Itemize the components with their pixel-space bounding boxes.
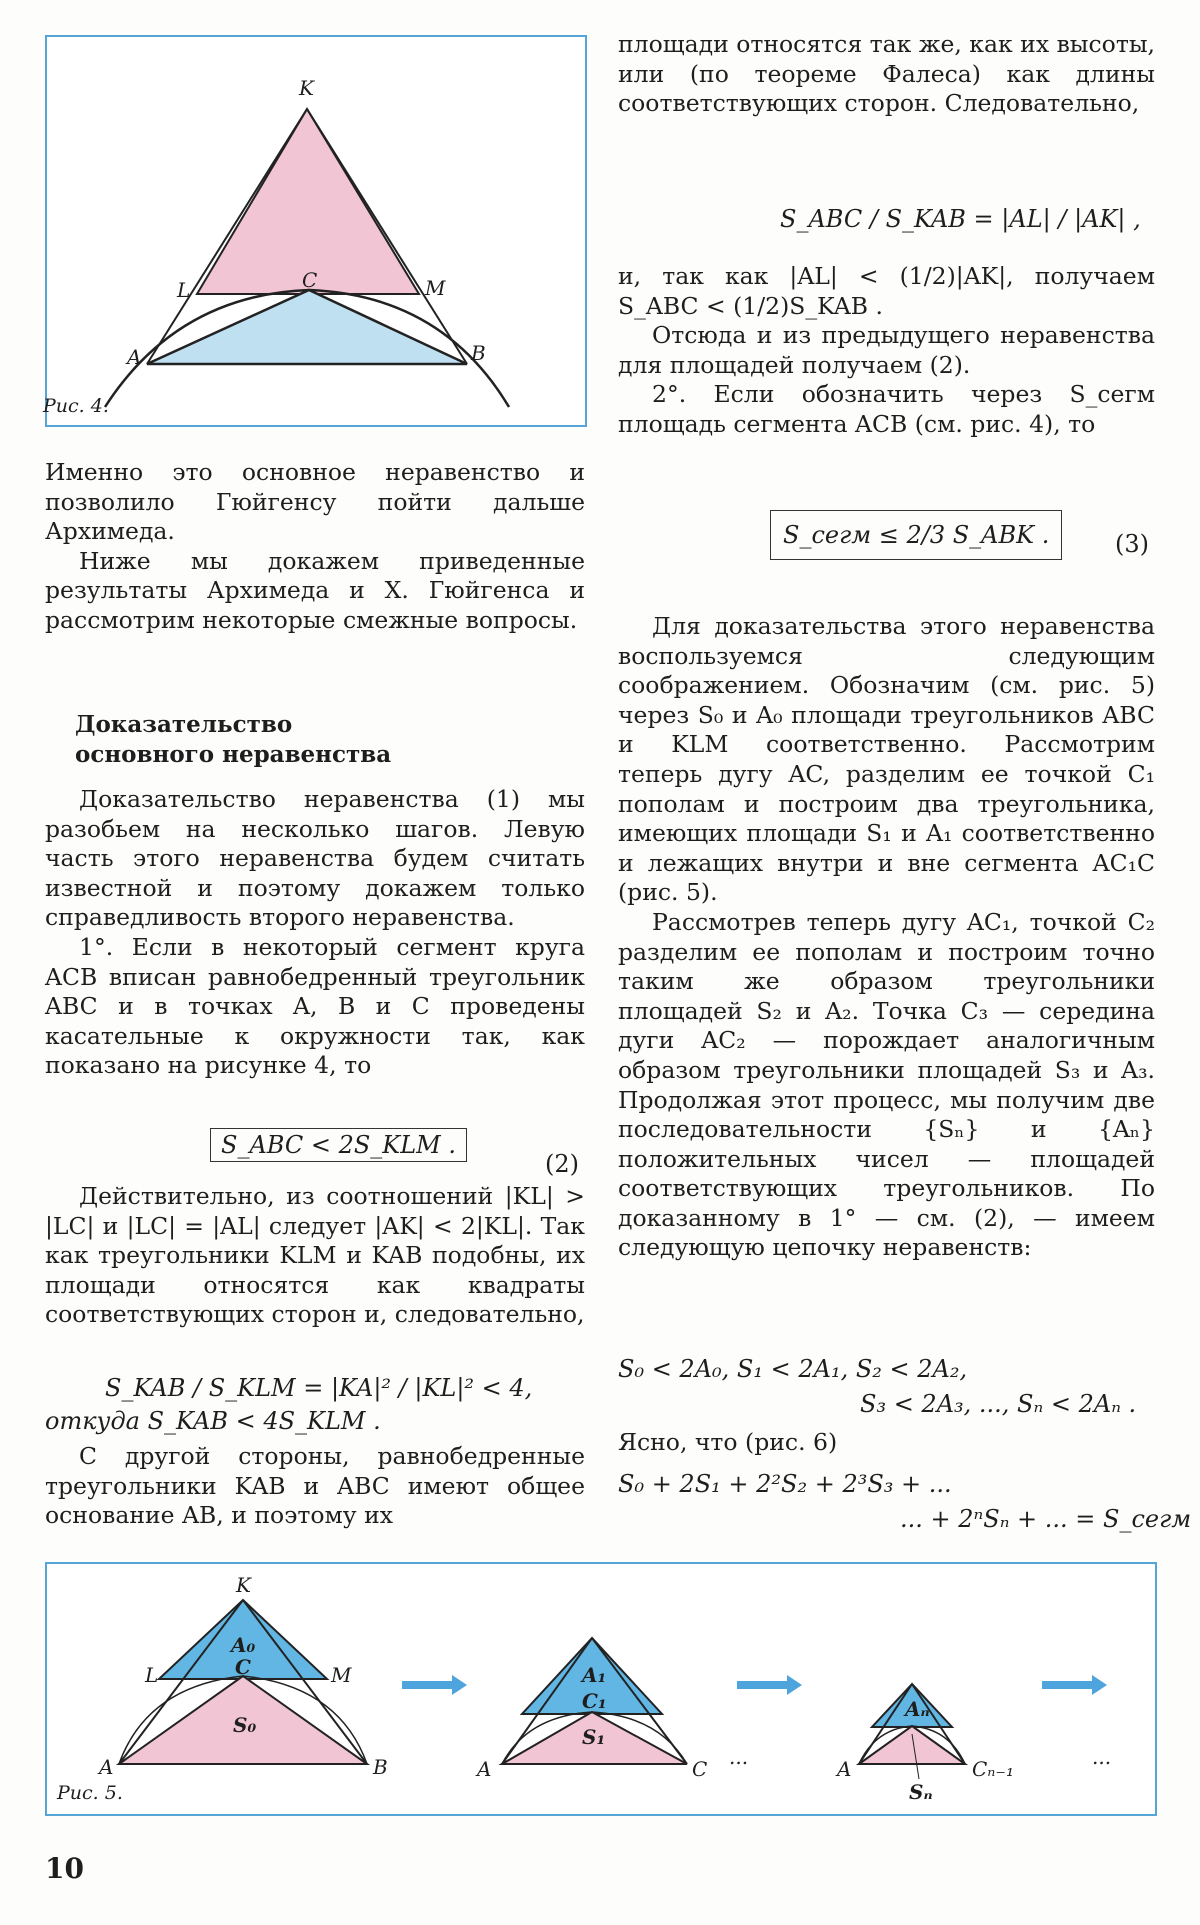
inequality-2-box: S_ABC < 2S_KLM . — [210, 1128, 467, 1162]
figure-5-caption: Рис. 5. — [57, 1782, 123, 1804]
paragraph: Рассмотрев теперь дугу AC₁, точкой C₂ разделим ее пополам и построим точно таким же образом треугольники площадей S₂ и A₂. Точка C₃ — середина дуги AC₂ — порождает аналогичным образом треугольники площадей S₃ и A₃. Продолжая этот процесс, мы получим две последовательности {Sₙ} и {Aₙ} положительных чисел — площадей соответствующих треугольников. По доказанному в 1° — см. (2), — имеем следующую цепочку неравенств: — [618, 907, 1155, 1262]
paragraph: Именно это основное неравенство и позволило Гюйгенсу пойти дальше Архимеда. — [45, 458, 585, 546]
label-a: A — [837, 1757, 852, 1781]
paragraph: Действительно, из соотношений |KL| > |LC| и |LC| = |AL| следует |AK| < 2|KL|. Так как треугольники KLM и KAB подобны, их площади относятся как квадраты соответствующих сторон и, следовательно, — [45, 1182, 585, 1329]
inequality-3-box: S_сегм ≤ 2/3 S_ABK . — [770, 510, 1062, 560]
inequality-chain-line2: S₃ < 2A₃, ..., Sₙ < 2Aₙ . — [860, 1390, 1137, 1418]
label-k: K — [299, 76, 314, 100]
label-s1: S₁ — [582, 1725, 606, 1749]
paragraph: С другой стороны, равнобедренные треугольники KAB и ABC имеют общее основание AB, и поэтому их — [45, 1442, 585, 1530]
paragraph: и, так как |AL| < (1/2)|AK|, получаем S_ABC < (1/2)S_KAB . — [618, 262, 1155, 320]
label-a: A — [127, 345, 142, 369]
label-k: K — [236, 1573, 251, 1597]
arrow-icon — [737, 1675, 802, 1695]
ellipsis: ... — [729, 1745, 749, 1769]
inequality-chain-line1: S₀ < 2A₀, S₁ < 2A₁, S₂ < 2A₂, — [618, 1355, 968, 1383]
label-a1: A₁ — [582, 1663, 607, 1687]
label-a: A — [99, 1755, 114, 1779]
label-b: B — [373, 1755, 388, 1779]
formula-ratio: S_KAB / S_KLM = |KA|² / |KL|² < 4, — [105, 1374, 533, 1402]
figure-4 — [45, 35, 587, 427]
right-column-top — [618, 30, 1155, 119]
paragraph: 2°. Если обозначить через S_сегм площадь сегмента ACB (см. рис. 4), то — [618, 380, 1155, 438]
label-m: M — [331, 1663, 352, 1687]
label-c: C — [692, 1757, 708, 1781]
label-c: C — [235, 1655, 251, 1679]
paragraph: 1°. Если в некоторый сегмент круга ACB вписан равнобедренный треугольник ABC и в точках A, B и C проведены касательные к окружности так, как показано на рисунке 4, то — [45, 932, 585, 1080]
label-s0: S₀ — [233, 1713, 257, 1737]
triangle-abc — [147, 290, 467, 364]
paragraph: Ниже мы докажем приведенные результаты Архимеда и Х. Гюйгенса и рассмотрим некоторые смежные вопросы. — [45, 546, 585, 634]
left-column-end — [45, 1442, 585, 1531]
figure-4-caption: Рис. 4. — [43, 395, 109, 417]
label-m: M — [425, 276, 446, 300]
left-column-middle — [45, 785, 585, 1081]
paragraph: площади относятся так же, как их высоты, или (по теореме Фалеса) как длины соответствующих сторон. Следовательно, — [618, 30, 1155, 118]
formula-whence: откуда S_KAB < 4S_KLM . — [45, 1407, 381, 1435]
paragraph: Доказательство неравенства (1) мы разобьем на несколько шагов. Левую часть этого неравенства будем считать известной и поэтому докажем только справедливость второго неравенства. — [45, 785, 585, 932]
arrow-icon — [1042, 1675, 1107, 1695]
paragraph: Отсюда и из предыдущего неравенства для площадей получаем (2). — [618, 321, 1155, 379]
label-l: L — [145, 1663, 159, 1687]
label-c1: C₁ — [582, 1689, 607, 1713]
figure-5 — [45, 1562, 1157, 1816]
label-cn-1: Cₙ₋₁ — [972, 1757, 1014, 1781]
figure-5-drawing — [47, 1564, 1155, 1814]
formula-fraction: S_ABC / S_KAB = |AL| / |AK| , — [780, 205, 1141, 233]
equation-number-3: (3) — [1115, 530, 1149, 558]
right-column-clear — [618, 1428, 1155, 1458]
left-column-top — [45, 458, 585, 636]
series-line2: ... + 2ⁿSₙ + ... = S_сегм — [900, 1505, 1192, 1533]
label-an: Aₙ — [905, 1697, 930, 1721]
paragraph: Ясно, что (рис. 6) — [618, 1428, 838, 1456]
section-heading: Доказательство основного неравенства — [75, 711, 392, 768]
label-c: C — [302, 268, 318, 292]
triangle-klm — [197, 109, 419, 294]
label-a0: A₀ — [231, 1633, 256, 1657]
series-line1: S₀ + 2S₁ + 2²S₂ + 2³S₃ + ... — [618, 1470, 952, 1498]
figure-4-drawing — [47, 37, 585, 425]
triangle-inner-n — [859, 1726, 965, 1764]
ellipsis: ... — [1092, 1745, 1112, 1769]
label-sn: Sₙ — [909, 1780, 933, 1804]
arrow-icon — [402, 1675, 467, 1695]
page-number: 10 — [45, 1852, 84, 1885]
paragraph: Для доказательства этого неравенства воспользуемся следующим соображением. Обозначим (см. рис. 5) через S₀ и A₀ площади треугольников ABC и KLM соответственно. Рассмотрим теперь дугу AC, разделим ее точкой C₁ пополам и построим два треугольника, имеющих площади S₁ и A₁ соответственно и лежащих внутри и вне сегмента AC₁C (рис. 5). — [618, 612, 1155, 907]
label-b: B — [471, 341, 486, 365]
right-column-body — [618, 612, 1155, 1263]
equation-number-2: (2) — [545, 1150, 579, 1178]
right-column-mid — [618, 262, 1155, 440]
left-column-bottom — [45, 1182, 585, 1330]
label-l: L — [177, 278, 191, 302]
label-a: A — [477, 1757, 492, 1781]
